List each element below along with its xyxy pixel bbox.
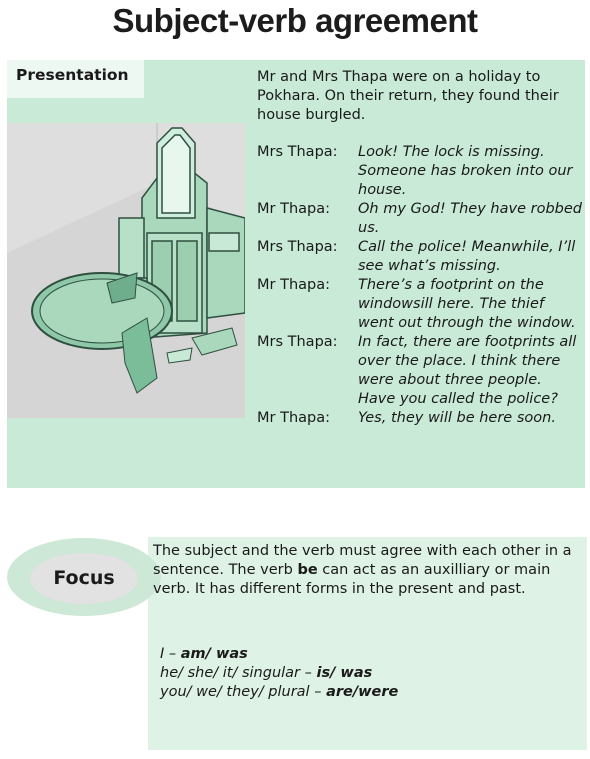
verb-form-verbs: am/ was — [180, 646, 248, 662]
speaker: Mrs Thapa: — [257, 239, 338, 255]
verb-form-verbs: are/were — [326, 684, 399, 700]
dialogue-line — [257, 238, 587, 276]
burgled-room-illustration — [7, 123, 245, 418]
speech: Look! The lock is missing. Someone has broken into our house. — [358, 144, 573, 198]
story-intro: Mr and Mrs Thapa were on a holiday to Pokhara. On their return, they found their house burgled. — [257, 69, 559, 123]
dialogue-line — [257, 200, 587, 238]
speech: There’s a footprint on the windowsill here. The thief went out through the window. — [358, 277, 576, 331]
focus-text-part: can act as an auxilliary or main verb. It has different forms in the present and past. — [153, 562, 551, 597]
verb-form-subject: I – — [160, 646, 181, 662]
dialogue-line — [257, 276, 587, 333]
speaker: Mr Thapa: — [257, 277, 330, 293]
speech: Call the police! Meanwhile, I’ll see what’s missing. — [358, 239, 576, 274]
verb-form-subject: he/ she/ it/ singular – — [160, 665, 317, 681]
verb-form-line — [160, 645, 398, 664]
focus-badge-label: Focus — [30, 553, 138, 604]
speech: Yes, they will be here soon. — [358, 410, 556, 426]
focus-text-part: The subject and the verb must agree with each other in a sentence. The verb — [153, 543, 572, 578]
dialogue — [257, 143, 587, 428]
verb-forms-list — [160, 645, 398, 702]
speaker: Mrs Thapa: — [257, 144, 338, 160]
page-title: Subject-verb agreement — [112, 2, 478, 39]
focus-bold-word: be — [297, 562, 318, 578]
focus-explanation — [153, 542, 583, 599]
speaker: Mr Thapa: — [257, 201, 330, 217]
speech: Oh my God! They have robbed us. — [358, 201, 582, 236]
speaker: Mr Thapa: — [257, 410, 330, 426]
dialogue-line — [257, 143, 587, 200]
dialogue-line — [257, 409, 587, 428]
verb-form-verbs: is/ was — [316, 665, 373, 681]
verb-form-line — [160, 683, 398, 702]
speaker: Mrs Thapa: — [257, 334, 338, 350]
presentation-tab: Presentation — [7, 60, 144, 98]
speech: In fact, there are footprints all over the place. I think there were about three people. Have you called the police? — [358, 334, 577, 407]
verb-form-line — [160, 664, 398, 683]
dialogue-line — [257, 333, 587, 409]
verb-form-subject: you/ we/ they/ plural – — [160, 684, 327, 700]
